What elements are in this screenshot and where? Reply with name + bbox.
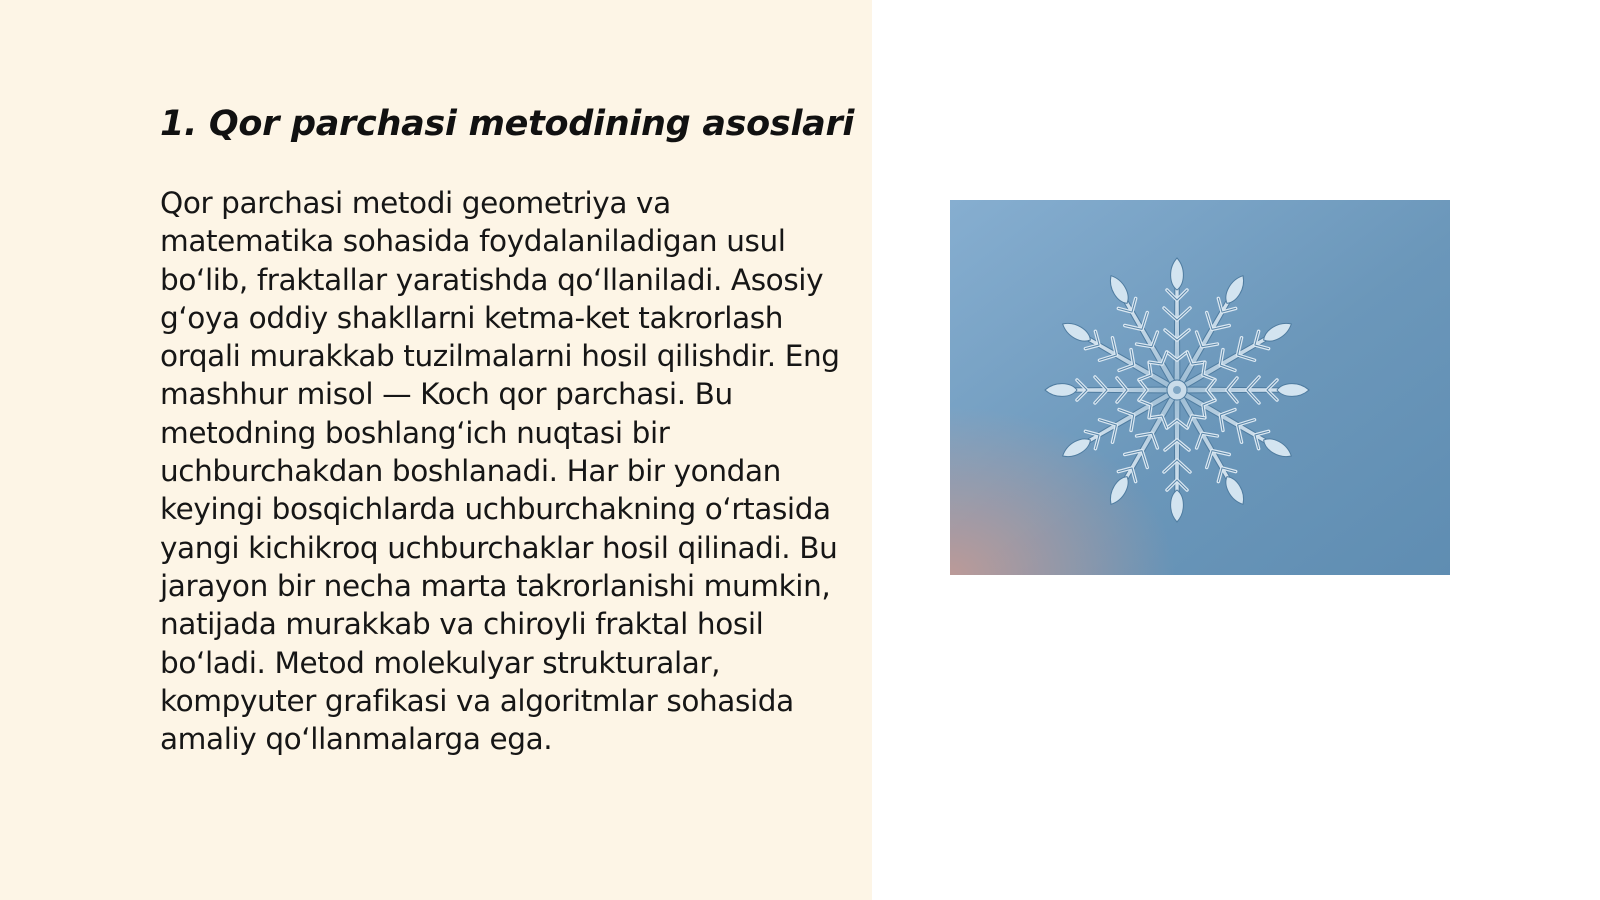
snowflake-image	[950, 200, 1450, 575]
slide-title: 1. Qor parchasi metodining asoslari	[160, 104, 855, 144]
snowflake-photo	[950, 200, 1450, 575]
slide-body-text: Qor parchasi metodi geometriya va matematika sohasida foydalaniladigan usul bo‘lib, fraktallar yaratishda qo‘llaniladi. Asosiy g‘oya oddiy shakllarni ketma-ket takrorlash orqali murakkab tuzilmalarni hosil qilishdir. Eng mashhur misol — Koch qor parchasi. Bu metodning boshlang‘ich nuqtasi bir uchburchakdan boshlanadi. Har bir yondan keyingi bosqichlarda uchburchakning o‘rtasida yangi kichikroq uchburchaklar hosil qilinadi. Bu jarayon bir necha marta takrorlanishi mumkin, natijada murakkab va chiroyli fraktal hosil bo‘ladi. Metod molekulyar strukturalar, kompyuter grafikasi va algoritmlar sohasida amaliy qo‘llanmalarga ega.	[160, 186, 840, 757]
